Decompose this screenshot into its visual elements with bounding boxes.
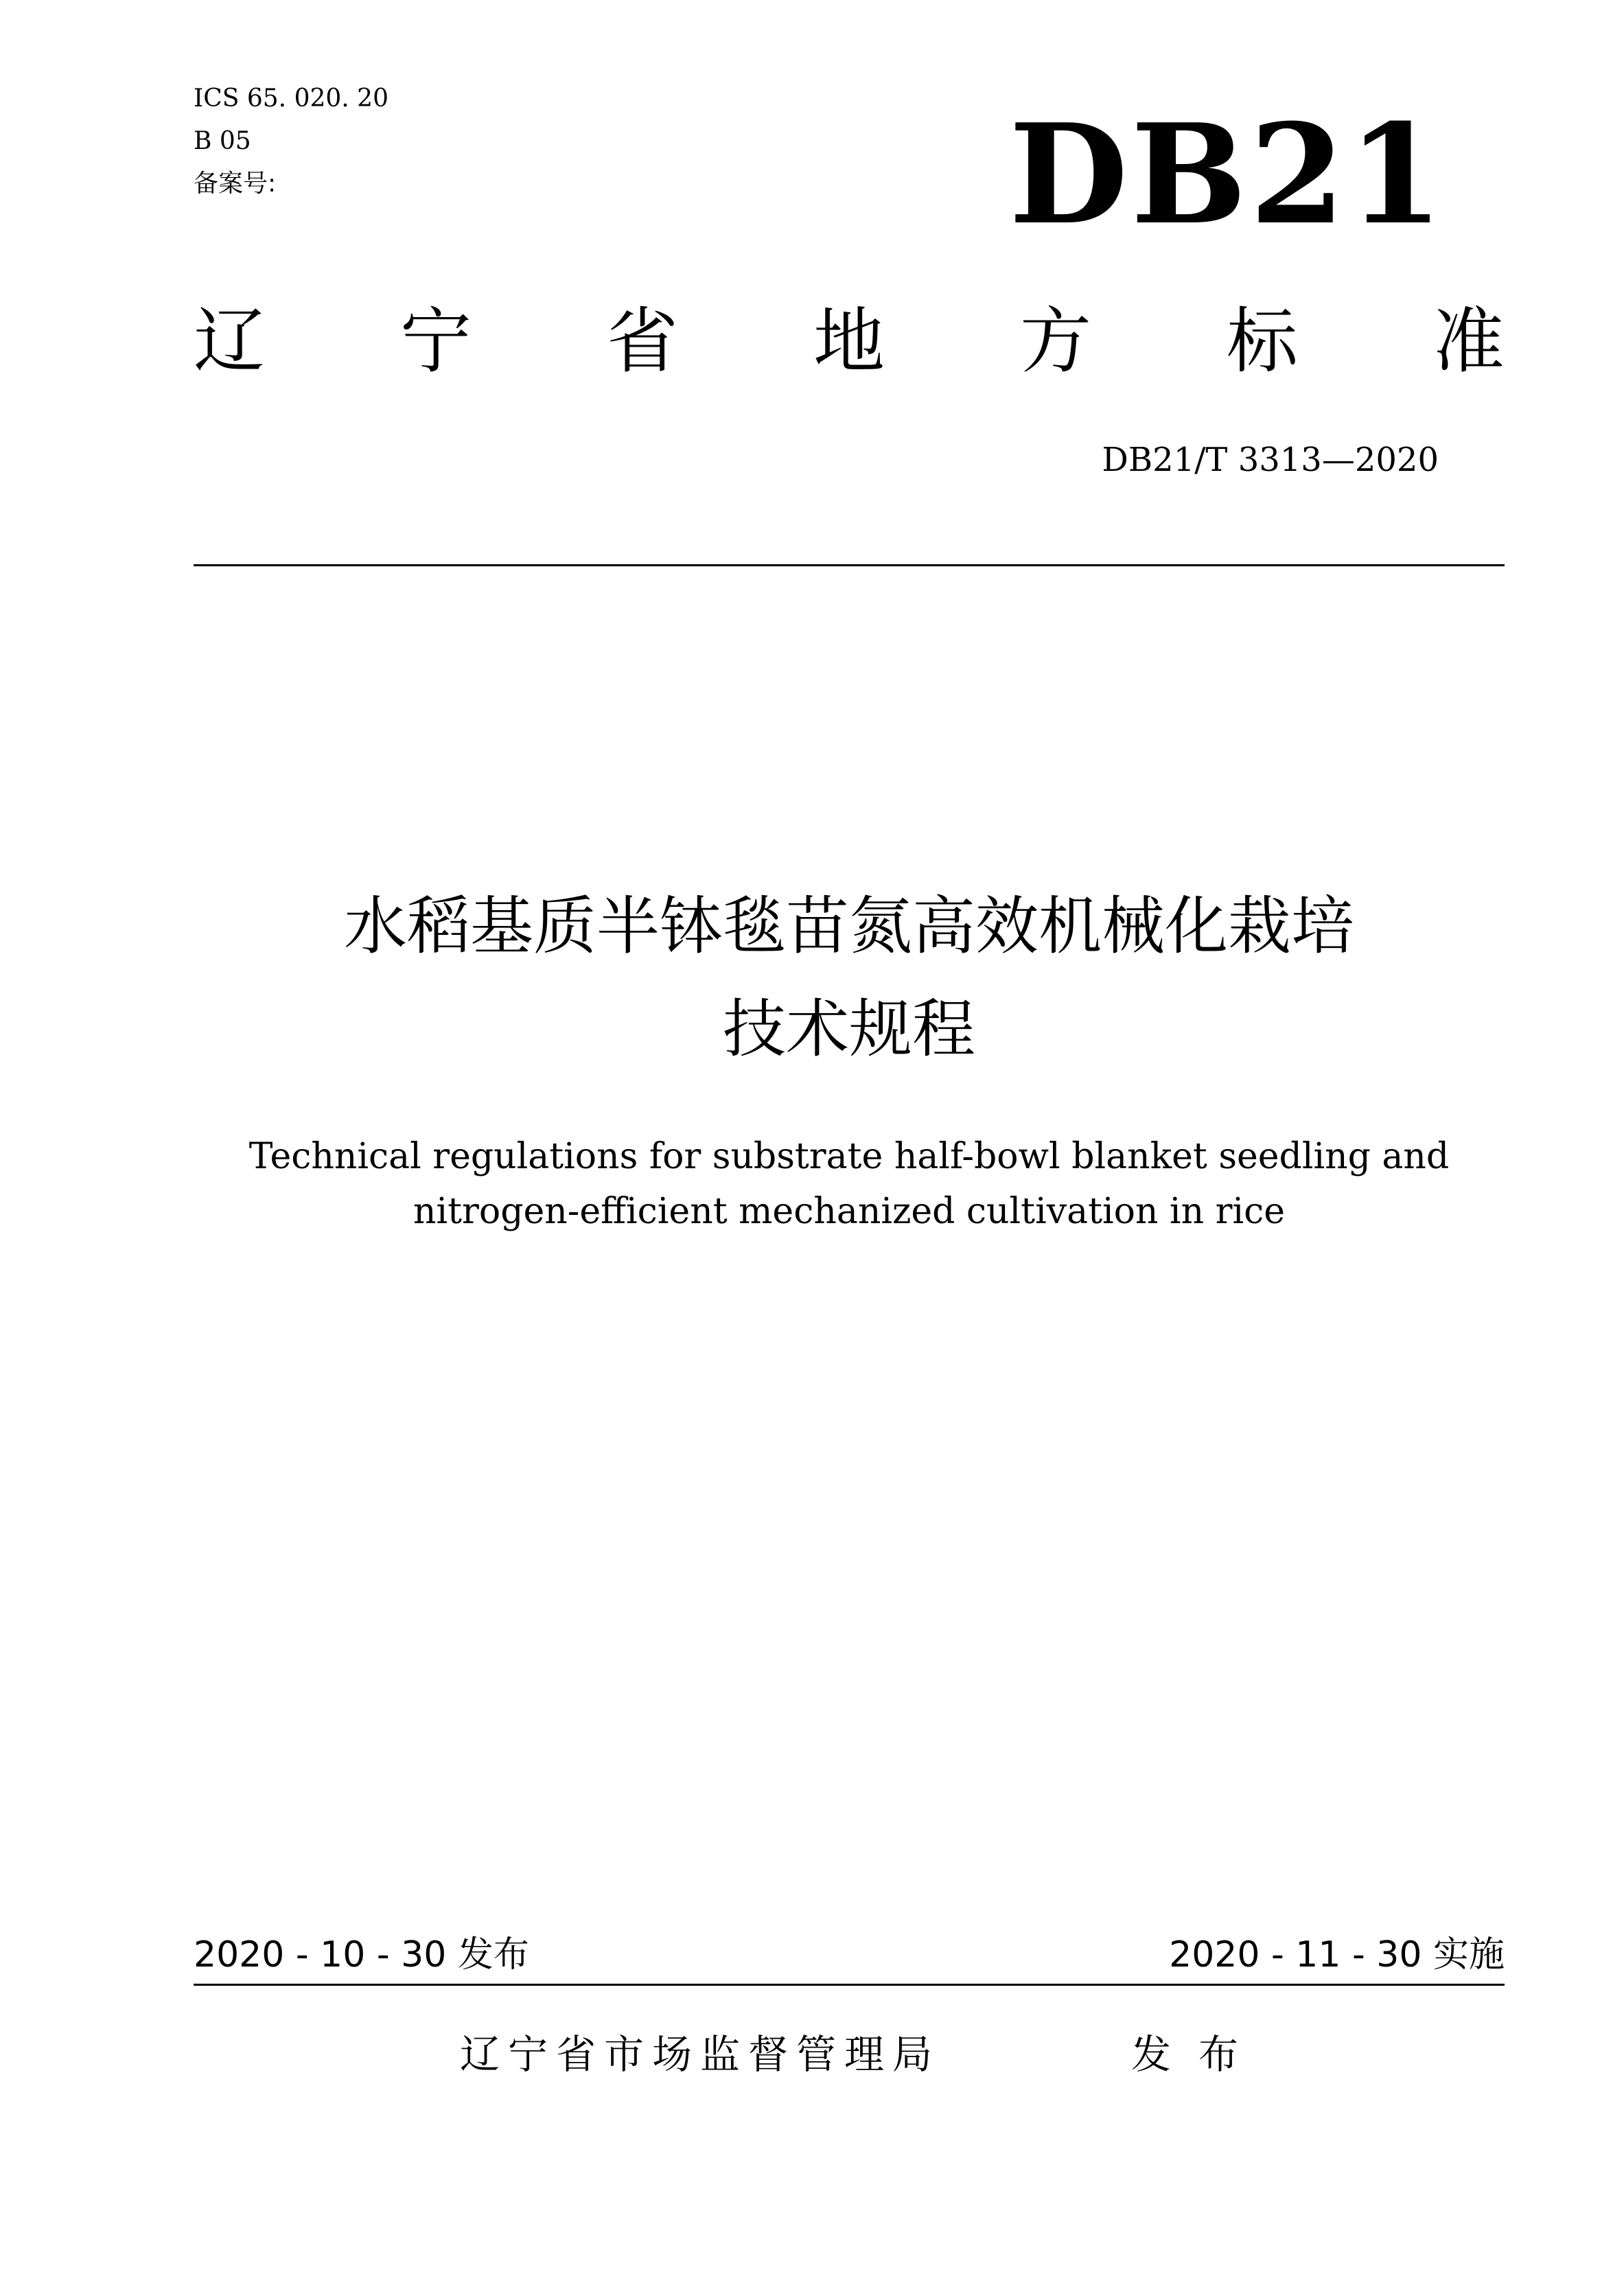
standard-number: DB21/T 3313—2020 — [1102, 441, 1439, 479]
top-divider — [194, 564, 1505, 566]
publish-label: 发布 — [1131, 2031, 1266, 2078]
publisher-name: 辽宁省市场监督管理局 — [460, 2031, 941, 2078]
standard-type-char: 省 — [606, 299, 678, 383]
title-english-line-1: Technical regulations for substrate half-bowl blanket seedling and — [248, 1136, 1450, 1177]
ics-code: ICS 65. 020. 20 — [194, 84, 388, 113]
implementation-date: 2020 - 11 - 30 实施 — [1169, 1934, 1505, 1975]
record-number-label: 备案号: — [194, 170, 277, 198]
issue-date: 2020 - 10 - 30 发布 — [194, 1934, 529, 1975]
title-chinese-line-1: 水稻基质半钵毯苗氮高效机械化栽培 — [343, 890, 1354, 963]
standard-type-char: 标 — [1226, 299, 1298, 383]
db21-logo: DB21 — [1009, 94, 1446, 255]
ccs-code: B 05 — [194, 127, 251, 155]
standard-type-char: 准 — [1432, 299, 1505, 383]
title-english-line-2: nitrogen-efficient mechanized cultivation in rice — [413, 1191, 1285, 1232]
standard-type-heading — [194, 297, 1505, 386]
bottom-divider — [194, 1984, 1505, 1986]
title-chinese-line-2: 技术规程 — [722, 993, 975, 1066]
standard-type-char: 地 — [813, 299, 885, 383]
standard-type-char: 宁 — [399, 299, 472, 383]
standard-type-char: 辽 — [194, 299, 266, 383]
standard-type-char: 方 — [1019, 299, 1091, 383]
